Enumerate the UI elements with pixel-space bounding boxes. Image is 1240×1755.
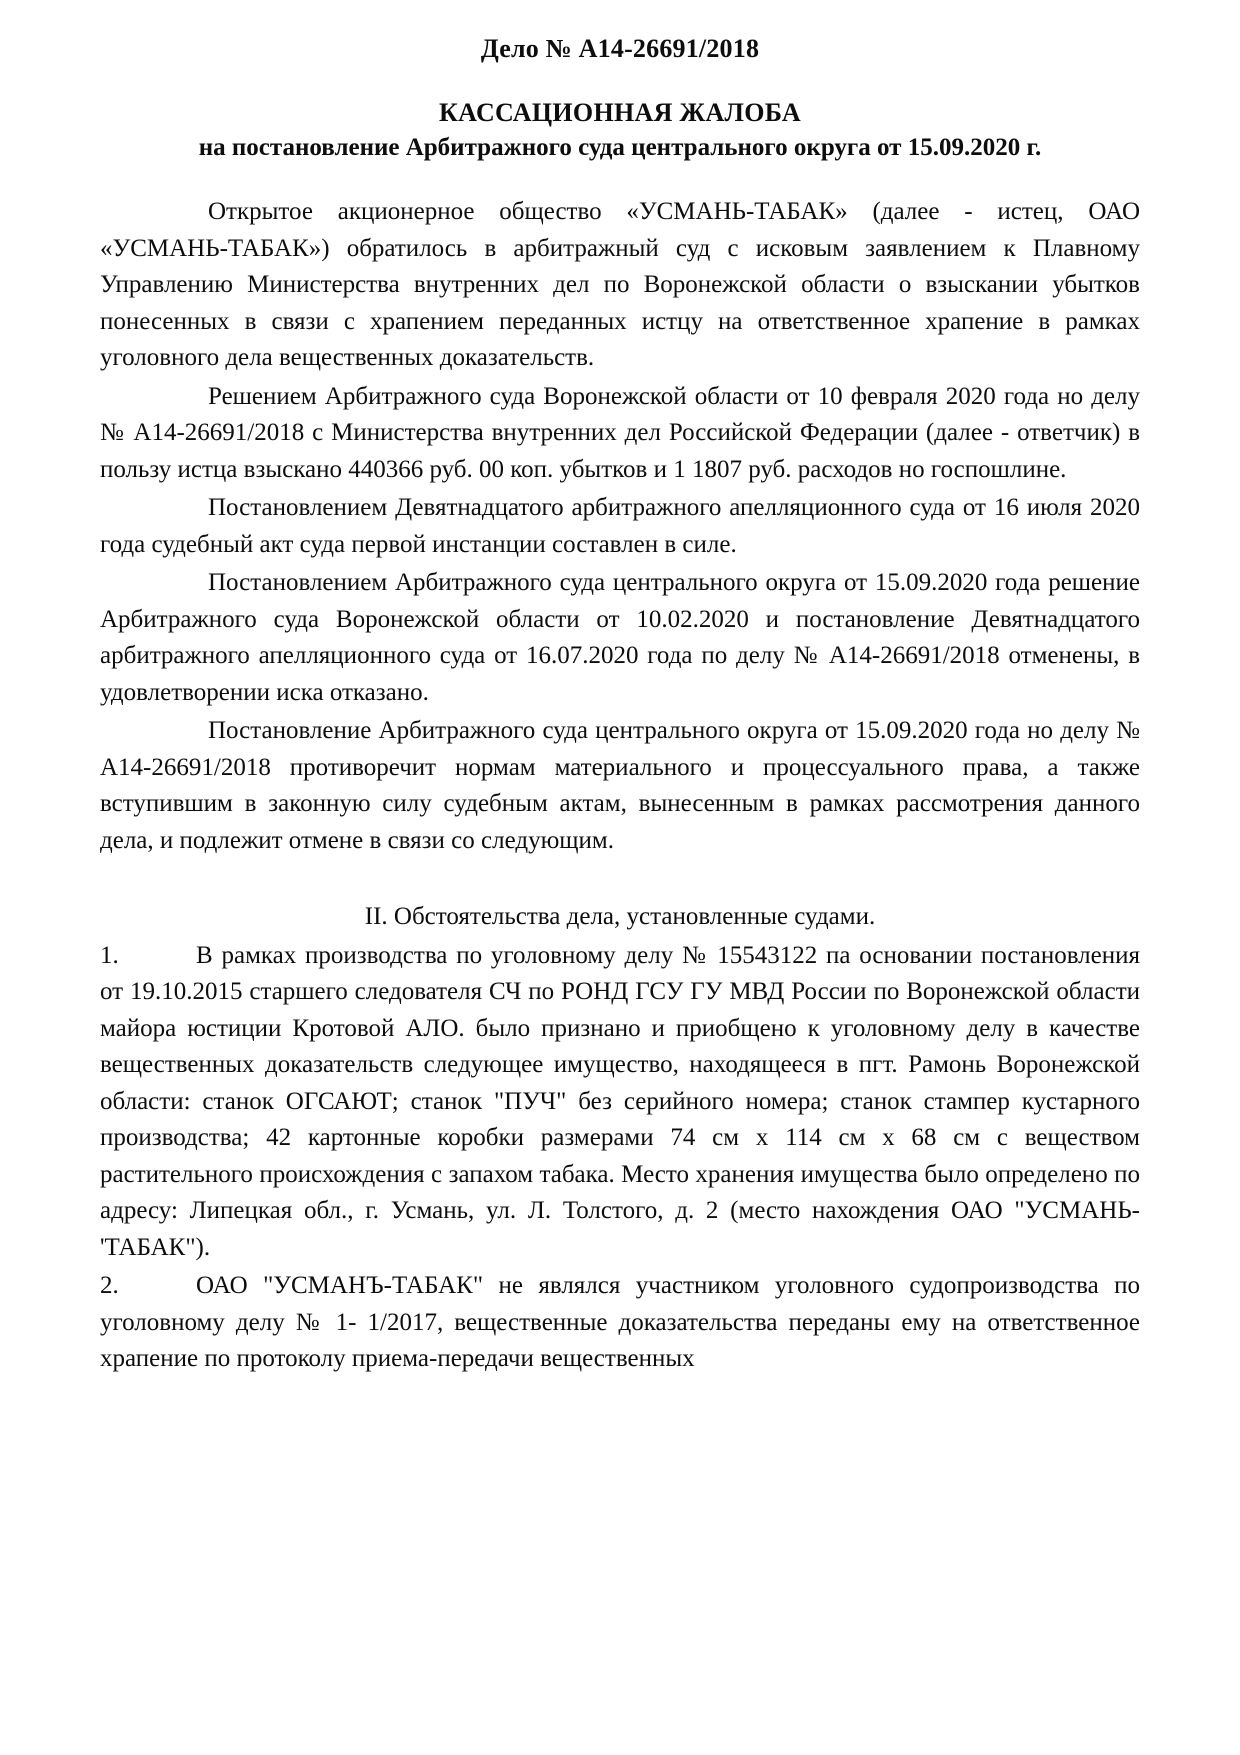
paragraph-cassation-ruling: Постановлением Арбитражного суда центрального округа от 15.09.2020 года решение Арбитражного суда Воронежской области от 10.02.2020 и постановление Девятнадцатого арбитражного апелляционного суда от 16.07.2020 года по делу № А14-26691/2018 отменены, в удовлетворении иска отказано. — [100, 569, 1140, 706]
numbered-item-1-text: В рамках производства по уголовному делу № 15543122 па основании постановления от 19.10.2015 старшего следователя СЧ по РОНД ГСУ ГУ МВД России по Воронежской области майора юстиции Кротовой АЛО. было признано и приобщено к уголовному делу в качестве вещественных доказательств следующее имущество, находящееся в пгт. Рамонь Воронежской области: станок ОГСАЮТ; станок "ПУЧ" без серийного номера; станок стампер кустарного производства; 42 картонные коробки размерами 74 см х 114 см х 68 см с веществом растительного происхождения с запахом табака. Место хранения имущества было определено по адресу: Липецкая обл., г. Усмань, ул. Л. Толстого, д. 2 (место нахождения ОАО "УСМАНЬ-'ТАБАК"). — [100, 941, 1140, 1261]
case-number-heading: Дело № А14-26691/2018 — [480, 34, 760, 63]
paragraph-appeal-ruling: Постановлением Девятнадцатого арбитражного апелляционного суда от 16 июля 2020 года судебный акт суда первой инстанции составлен в силе. — [100, 494, 1140, 558]
document-title: КАССАЦИОННАЯ ЖАЛОБА — [439, 98, 801, 127]
numbered-item-1 — [100, 938, 1140, 1267]
paragraph-intro: Открытое акционерное общество «УСМАНЬ-ТАБАК» (далее - истец, ОАО «УСМАНЬ-ТАБАК») обратилось в арбитражный суд с исковым заявлением к Плавному Управлению Министерства внутренних дел по Воронежской области о взыскании убытков понесенных в связи с храпением переданных истцу на ответственное храпение в рамках уголовного дела вещественных доказательств. — [100, 198, 1140, 371]
numbered-item-1-number: 1. — [100, 941, 119, 969]
numbered-item-2-number: 2. — [100, 1272, 119, 1299]
document-subtitle: на постановление Арбитражного суда центрального округа от 15.09.2020 г. — [198, 134, 1042, 161]
section-heading-circumstances: II. Обстоятельства дела, установленные судами. — [364, 903, 876, 930]
numbered-item-2-text: ОАО "УСМАНЪ-ТАБАК" не являлся участником уголовного судопроизводства по уголовному делу № 1- 1/2017, вещественные доказательства переданы ему на ответственное храпение по протоколу приема-передачи вещественных — [100, 1272, 1140, 1372]
numbered-item-2 — [100, 1268, 1140, 1378]
paragraph-first-instance-decision: Решением Арбитражного суда Воронежской области от 10 февраля 2020 года но делу № А14-26691/2018 с Министерства внутренних дел Российской Федерации (далее - ответчик) в пользу истца взыскано 440366 руб. 00 коп. убытков и 1 1807 руб. расходов но госпошлине. — [100, 382, 1140, 483]
paragraph-grounds-for-appeal: Постановление Арбитражного суда центрального округа от 15.09.2020 года но делу № А14-26691/2018 противоречит нормам материального и процессуального права, а также вступившим в законную силу судебным актам, вынесенным в рамках рассмотрения данного дела, и подлежит отмене в связи со следующим. — [100, 717, 1140, 854]
